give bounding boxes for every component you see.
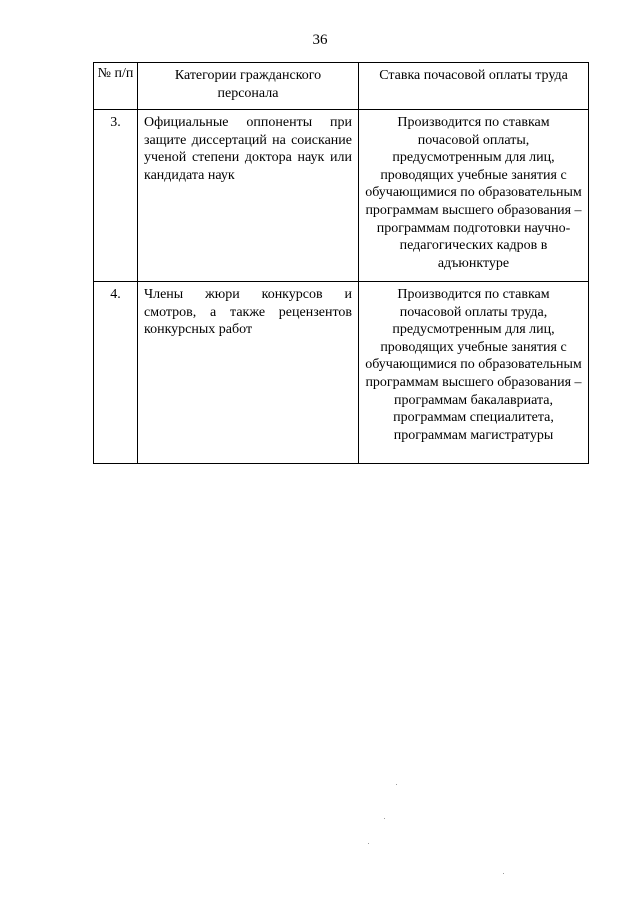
row-rate: Производится по ставкам почасовой оплаты труда, предусмотренным для лиц, проводящих учебные занятия с обучающимися по образовательным программам высшего образования – программам бакалавриата, программам специалитета, программам магистратуры <box>359 282 589 464</box>
row-number: 4. <box>94 282 138 464</box>
scan-speck <box>396 784 397 785</box>
pay-rate-table <box>93 62 589 464</box>
header-number: № п/п <box>94 63 138 110</box>
row-category: Официальные оппоненты при защите диссертаций на соискание ученой степени доктора наук или кандидата наук <box>138 110 359 282</box>
scan-speck <box>384 818 385 819</box>
row-rate: Производится по ставкам почасовой оплаты, предусмотренным для лиц, проводящих учебные занятия с обучающимися по образовательным программам высшего образования – программам подготовки научно-педагогических кадров в адъюнктуре <box>359 110 589 282</box>
scan-speck <box>368 843 369 844</box>
row-number: 3. <box>94 110 138 282</box>
table-row <box>94 282 589 464</box>
row-category: Члены жюри конкурсов и смотров, а также рецензентов конкурсных работ <box>138 282 359 464</box>
table-header-row <box>94 63 589 110</box>
header-rate: Ставка почасовой оплаты труда <box>359 63 589 110</box>
table-row <box>94 110 589 282</box>
header-category: Категории гражданского персонала <box>138 63 359 110</box>
scan-speck <box>503 873 504 874</box>
page-number: 36 <box>312 32 328 48</box>
